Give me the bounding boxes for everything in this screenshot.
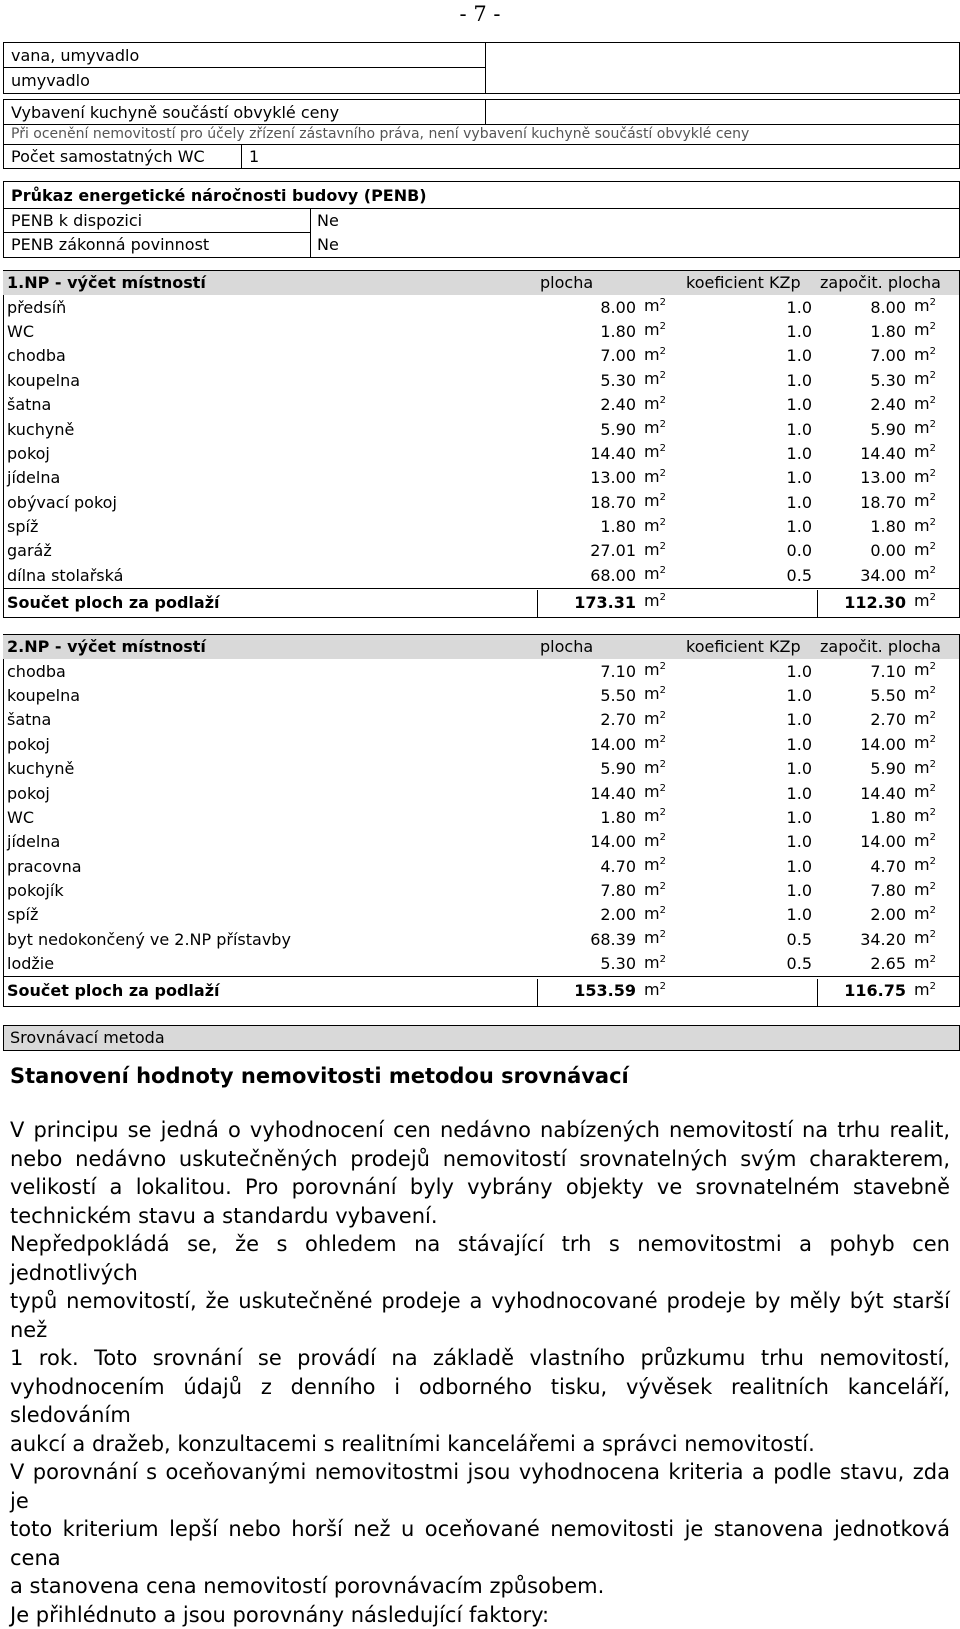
room-area: 5.50 <box>536 684 640 708</box>
comparison-section-bar <box>3 1025 960 1051</box>
room-area-unit: $m^2$ <box>640 466 682 490</box>
room-coefficient: 0.5 <box>682 952 816 976</box>
room-coefficient: 1.0 <box>682 491 816 515</box>
room-counted-area: 14.40 <box>816 442 910 466</box>
room-area-unit: $m^2$ <box>640 393 682 417</box>
room-name: koupelna <box>3 684 536 708</box>
room-counted-area: 1.80 <box>816 806 910 830</box>
room-name: jídelna <box>3 466 536 490</box>
room-name: pokojík <box>3 879 536 903</box>
room-name: jídelna <box>3 830 536 854</box>
room-counted-area: 8.00 <box>816 295 910 319</box>
room-row <box>3 855 959 879</box>
room-row <box>3 369 959 393</box>
room-counted-unit: $m^2$ <box>910 733 959 757</box>
room-counted-unit: $m^2$ <box>910 781 959 805</box>
room-area: 14.40 <box>536 442 640 466</box>
room-area: 7.80 <box>536 879 640 903</box>
paragraph-4: Je přihlédnuto a jsou porovnány následující faktory: <box>10 1601 950 1629</box>
room-area-unit: $m^2$ <box>640 952 682 976</box>
text-line: Nepředpokládá se, že s ohledem na stávající trh s nemovitostmi a pohyb cen jednotlivých <box>10 1230 950 1287</box>
room-row <box>3 466 959 490</box>
room-row <box>3 684 959 708</box>
room-coefficient: 1.0 <box>682 344 816 368</box>
room-area-unit: $m^2$ <box>640 733 682 757</box>
room-area: 27.01 <box>536 539 640 563</box>
room-row <box>3 515 959 539</box>
room-counted-area: 2.65 <box>816 952 910 976</box>
room-counted-unit: $m^2$ <box>910 369 959 393</box>
room-area-unit: $m^2$ <box>640 344 682 368</box>
room-row <box>3 344 959 368</box>
room-coefficient: 1.0 <box>682 369 816 393</box>
penb-mandatory-value: Ne <box>317 234 339 256</box>
room-name: dílna stolařská <box>3 564 536 588</box>
room-area: 8.00 <box>536 295 640 319</box>
room-area: 2.70 <box>536 708 640 732</box>
room-row <box>3 659 959 683</box>
room-name: kuchyně <box>3 757 536 781</box>
room-area: 18.70 <box>536 491 640 515</box>
room-name: chodba <box>3 344 536 368</box>
room-area: 2.40 <box>536 393 640 417</box>
room-area: 5.30 <box>536 369 640 393</box>
floor1-col-coef: koeficient KZp <box>682 271 816 295</box>
room-counted-area: 0.00 <box>816 539 910 563</box>
room-area-unit: $m^2$ <box>640 442 682 466</box>
room-coefficient: 0.0 <box>682 539 816 563</box>
room-coefficient: 1.0 <box>682 879 816 903</box>
room-counted-unit: $m^2$ <box>910 806 959 830</box>
room-area-unit: $m^2$ <box>640 659 682 683</box>
room-coefficient: 1.0 <box>682 757 816 781</box>
room-counted-unit: $m^2$ <box>910 539 959 563</box>
room-area: 14.40 <box>536 781 640 805</box>
room-name: garáž <box>3 539 536 563</box>
room-coefficient: 1.0 <box>682 417 816 441</box>
room-name: WC <box>3 320 536 344</box>
room-name: šatna <box>3 708 536 732</box>
paragraph-3 <box>10 1458 950 1601</box>
room-row <box>3 781 959 805</box>
room-area-unit: $m^2$ <box>640 539 682 563</box>
floor2-title: 2.NP - výčet místností <box>3 635 536 659</box>
room-counted-unit: $m^2$ <box>910 708 959 732</box>
room-coefficient: 1.0 <box>682 684 816 708</box>
room-area: 4.70 <box>536 855 640 879</box>
kitchen-table <box>3 99 960 169</box>
room-counted-area: 5.30 <box>816 369 910 393</box>
text-line: nebo nedávno uskutečněných prodejů nemovitostí srovnatelných svým charakterem, <box>10 1145 950 1174</box>
comparison-section-label: Srovnávací metoda <box>10 1027 165 1049</box>
room-counted-area: 5.50 <box>816 684 910 708</box>
room-counted-unit: $m^2$ <box>910 564 959 588</box>
room-row <box>3 879 959 903</box>
room-area-unit: $m^2$ <box>640 830 682 854</box>
text-line: toto kriterium lepší nebo horší než u oceňované nemovitosti je stanovena jednotková cena <box>10 1515 950 1572</box>
room-row <box>3 952 959 976</box>
room-name: pokoj <box>3 733 536 757</box>
room-coefficient: 1.0 <box>682 708 816 732</box>
floor1-header-row <box>3 271 959 295</box>
floor2-sum-area: 153.59 <box>536 976 640 1005</box>
room-area-unit: $m^2$ <box>640 564 682 588</box>
floor2-col-area: plocha <box>536 635 682 659</box>
room-coefficient: 1.0 <box>682 781 816 805</box>
room-coefficient: 1.0 <box>682 855 816 879</box>
floor2-sum-counted-unit: $m^2$ <box>910 976 959 1005</box>
room-name: koupelna <box>3 369 536 393</box>
room-name: pokoj <box>3 781 536 805</box>
room-counted-area: 18.70 <box>816 491 910 515</box>
room-area: 2.00 <box>536 903 640 927</box>
room-counted-unit: $m^2$ <box>910 417 959 441</box>
room-coefficient: 1.0 <box>682 806 816 830</box>
room-counted-area: 13.00 <box>816 466 910 490</box>
room-name: chodba <box>3 659 536 683</box>
room-name: předsíň <box>3 295 536 319</box>
text-line: a stanovena cena nemovitostí porovnávacím způsobem. <box>10 1572 950 1601</box>
wc-count-value: 1 <box>249 146 259 168</box>
floor2-header-row <box>3 635 959 659</box>
penb-title: Průkaz energetické náročnosti budovy (PENB) <box>11 185 427 207</box>
room-row <box>3 733 959 757</box>
room-counted-area: 2.40 <box>816 393 910 417</box>
room-counted-unit: $m^2$ <box>910 491 959 515</box>
room-counted-unit: $m^2$ <box>910 855 959 879</box>
bath-equipment: vana, umyvadlo <box>11 45 139 67</box>
room-area: 68.39 <box>536 928 640 952</box>
room-row <box>3 417 959 441</box>
text-line: 1 rok. Toto srovnání se provádí na základě vlastního průzkumu trhu nemovitostí, <box>10 1344 950 1373</box>
room-area-unit: $m^2$ <box>640 879 682 903</box>
room-coefficient: 1.0 <box>682 320 816 344</box>
floor2-sum-area-unit: $m^2$ <box>640 976 682 1005</box>
paragraph-1 <box>10 1116 950 1230</box>
room-area: 14.00 <box>536 733 640 757</box>
floor1-col-area: plocha <box>536 271 682 295</box>
room-area-unit: $m^2$ <box>640 708 682 732</box>
room-name: lodžie <box>3 952 536 976</box>
room-counted-unit: $m^2$ <box>910 684 959 708</box>
room-counted-unit: $m^2$ <box>910 757 959 781</box>
room-counted-area: 34.00 <box>816 564 910 588</box>
room-name: obývací pokoj <box>3 491 536 515</box>
room-counted-unit: $m^2$ <box>910 659 959 683</box>
wc-count-label: Počet samostatných WC <box>11 146 205 168</box>
room-area: 7.00 <box>536 344 640 368</box>
floor2-sum-counted: 116.75 <box>816 976 910 1005</box>
room-area: 7.10 <box>536 659 640 683</box>
room-coefficient: 1.0 <box>682 295 816 319</box>
room-coefficient: 0.5 <box>682 928 816 952</box>
text-line: typů nemovitostí, že uskutečněné prodeje a vyhodnocované prodeje by měly být starší než <box>10 1287 950 1344</box>
floor1-sum-area-unit: $m^2$ <box>640 588 682 617</box>
room-counted-area: 14.00 <box>816 830 910 854</box>
room-coefficient: 1.0 <box>682 515 816 539</box>
room-name: byt nedokončený ve 2.NP přístavby <box>3 928 536 952</box>
room-row <box>3 564 959 588</box>
room-counted-area: 1.80 <box>816 515 910 539</box>
room-area-unit: $m^2$ <box>640 320 682 344</box>
page-number: - 7 - <box>0 0 960 28</box>
room-counted-unit: $m^2$ <box>910 466 959 490</box>
penb-available-value: Ne <box>317 210 339 232</box>
room-counted-area: 5.90 <box>816 417 910 441</box>
room-counted-unit: $m^2$ <box>910 879 959 903</box>
room-row <box>3 928 959 952</box>
comparison-heading: Stanovení hodnoty nemovitosti metodou srovnávací <box>10 1062 629 1090</box>
room-name: pracovna <box>3 855 536 879</box>
equipment-table <box>3 42 960 94</box>
sink-equipment: umyvadlo <box>11 70 90 92</box>
floor1-rooms-table <box>3 271 959 617</box>
room-area-unit: $m^2$ <box>640 903 682 927</box>
room-counted-area: 2.70 <box>816 708 910 732</box>
room-name: spíž <box>3 903 536 927</box>
room-area-unit: $m^2$ <box>640 515 682 539</box>
floor1-sum-counted: 112.30 <box>816 588 910 617</box>
penb-table <box>3 181 960 258</box>
room-area: 5.90 <box>536 417 640 441</box>
room-counted-unit: $m^2$ <box>910 320 959 344</box>
text-line: technickém stavu a standardu vybavení. <box>10 1202 950 1231</box>
room-row <box>3 393 959 417</box>
room-row <box>3 539 959 563</box>
floor2-sum-row <box>3 976 959 1005</box>
room-counted-unit: $m^2$ <box>910 515 959 539</box>
paragraph-2 <box>10 1230 950 1458</box>
room-counted-area: 2.00 <box>816 903 910 927</box>
room-name: spíž <box>3 515 536 539</box>
room-counted-unit: $m^2$ <box>910 295 959 319</box>
room-coefficient: 1.0 <box>682 830 816 854</box>
penb-available-label: PENB k dispozici <box>11 210 142 232</box>
text-line: velikostí a lokalitou. Pro porovnání byly vybrány objekty ve srovnatelném stavebně <box>10 1173 950 1202</box>
room-counted-area: 7.10 <box>816 659 910 683</box>
floor2-rooms-table <box>3 635 959 1005</box>
room-coefficient: 1.0 <box>682 903 816 927</box>
room-name: WC <box>3 806 536 830</box>
room-counted-unit: $m^2$ <box>910 952 959 976</box>
room-name: pokoj <box>3 442 536 466</box>
room-area-unit: $m^2$ <box>640 781 682 805</box>
room-area-unit: $m^2$ <box>640 928 682 952</box>
floor2-col-counted: započit. plocha <box>816 635 959 659</box>
room-counted-area: 4.70 <box>816 855 910 879</box>
room-counted-unit: $m^2$ <box>910 928 959 952</box>
room-area-unit: $m^2$ <box>640 806 682 830</box>
comparison-text <box>10 1116 950 1629</box>
room-name: šatna <box>3 393 536 417</box>
floor1-col-counted: započit. plocha <box>816 271 959 295</box>
room-counted-area: 5.90 <box>816 757 910 781</box>
room-coefficient: 1.0 <box>682 466 816 490</box>
floor2-sum-label: Součet ploch za podlaží <box>3 976 536 1005</box>
text-line: V principu se jedná o vyhodnocení cen nedávno nabízených nemovitostí na trhu realit, <box>10 1116 950 1145</box>
room-counted-area: 14.00 <box>816 733 910 757</box>
room-row <box>3 320 959 344</box>
room-area-unit: $m^2$ <box>640 491 682 515</box>
floor2-col-coef: koeficient KZp <box>682 635 816 659</box>
room-row <box>3 903 959 927</box>
room-coefficient: 1.0 <box>682 733 816 757</box>
room-area: 1.80 <box>536 320 640 344</box>
room-coefficient: 0.5 <box>682 564 816 588</box>
room-area: 1.80 <box>536 806 640 830</box>
room-area-unit: $m^2$ <box>640 295 682 319</box>
room-area-unit: $m^2$ <box>640 369 682 393</box>
room-coefficient: 1.0 <box>682 442 816 466</box>
room-counted-area: 7.80 <box>816 879 910 903</box>
room-area-unit: $m^2$ <box>640 757 682 781</box>
room-counted-unit: $m^2$ <box>910 903 959 927</box>
room-row <box>3 757 959 781</box>
floor1-sum-counted-unit: $m^2$ <box>910 588 959 617</box>
room-area: 14.00 <box>536 830 640 854</box>
room-counted-unit: $m^2$ <box>910 442 959 466</box>
room-area: 5.30 <box>536 952 640 976</box>
room-coefficient: 1.0 <box>682 393 816 417</box>
room-area-unit: $m^2$ <box>640 684 682 708</box>
room-counted-area: 7.00 <box>816 344 910 368</box>
room-counted-area: 34.20 <box>816 928 910 952</box>
room-name: kuchyně <box>3 417 536 441</box>
room-row <box>3 806 959 830</box>
room-counted-unit: $m^2$ <box>910 393 959 417</box>
room-counted-area: 14.40 <box>816 781 910 805</box>
room-row <box>3 442 959 466</box>
room-row <box>3 491 959 515</box>
room-area-unit: $m^2$ <box>640 417 682 441</box>
room-area: 1.80 <box>536 515 640 539</box>
kitchen-note: Při ocenění nemovitostí pro účely zřízení zástavního práva, není vybavení kuchyně součástí obvyklé ceny <box>11 124 749 144</box>
floor1-title: 1.NP - výčet místností <box>3 271 536 295</box>
room-counted-unit: $m^2$ <box>910 830 959 854</box>
room-counted-unit: $m^2$ <box>910 344 959 368</box>
room-row <box>3 830 959 854</box>
floor1-sum-row <box>3 588 959 617</box>
room-area: 68.00 <box>536 564 640 588</box>
kitchen-label: Vybavení kuchyně součástí obvyklé ceny <box>11 102 339 124</box>
room-area: 5.90 <box>536 757 640 781</box>
floor1-sum-area: 173.31 <box>536 588 640 617</box>
room-coefficient: 1.0 <box>682 659 816 683</box>
text-line: V porovnání s oceňovanými nemovitostmi jsou vyhodnocena kriteria a podle stavu, zda je <box>10 1458 950 1515</box>
room-area-unit: $m^2$ <box>640 855 682 879</box>
text-line: vyhodnocením údajů z denního i odborného tisku, vývěsek realitních kanceláří, sledováním <box>10 1373 950 1430</box>
room-counted-area: 1.80 <box>816 320 910 344</box>
penb-mandatory-label: PENB zákonná povinnost <box>11 234 209 256</box>
room-row <box>3 708 959 732</box>
floor1-sum-label: Součet ploch za podlaží <box>3 588 536 617</box>
text-line: aukcí a dražeb, konzultacemi s realitními kancelářemi a správci nemovitostí. <box>10 1430 950 1459</box>
room-row <box>3 295 959 319</box>
room-area: 13.00 <box>536 466 640 490</box>
